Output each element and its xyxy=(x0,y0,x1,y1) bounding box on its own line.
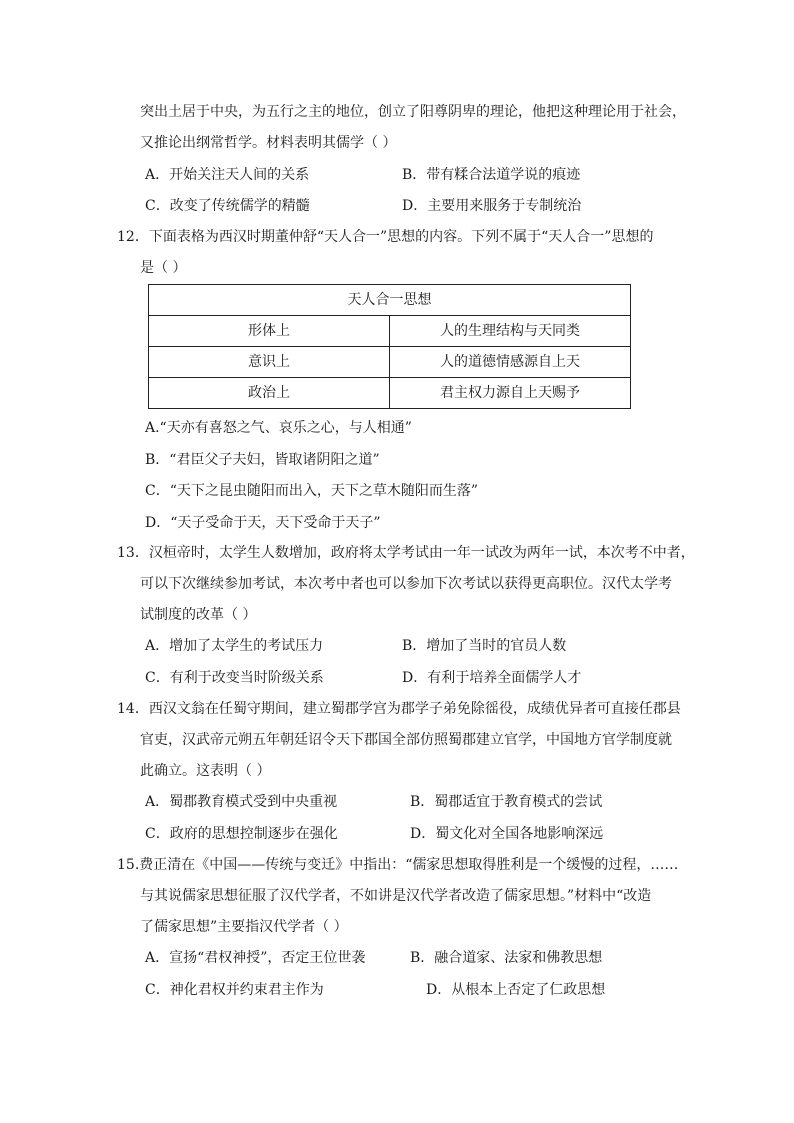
q14-option-d: D．蜀文化对全国各地影响深远 xyxy=(410,826,604,842)
tian-ren-he-yi-table xyxy=(148,284,631,409)
q13-option-d: D．有利于培养全面儒学人才 xyxy=(402,670,582,686)
q12-option-a: A.“天亦有喜怒之气、哀乐之心，与人相通” xyxy=(145,420,412,436)
table-cell-content: 人的道德情感源自上天 xyxy=(390,347,631,378)
q12-option-d: D．“天子受命于天，天下受命于天子” xyxy=(145,515,381,531)
q15-stem-line-2: 与其说儒家思想征服了汉代学者，不如讲是汉代学者改造了儒家思想。”材料中“改造 xyxy=(140,888,652,904)
table-header: 天人合一思想 xyxy=(149,285,631,316)
q13-option-a: A．增加了太学生的考试压力 xyxy=(145,638,324,654)
q13-stem-line-2: 可以下次继续参加考试，本次考中者也可以参加下次考试以获得更高职位。汉代太学考 xyxy=(140,576,672,592)
q12-stem-line-2: 是（ ） xyxy=(140,260,187,276)
table-cell-aspect: 意识上 xyxy=(149,347,390,378)
q12-option-c: C．“天下之昆虫随阳而出入，天下之草木随阳而生落” xyxy=(145,483,479,499)
q15-stem-line-3: 了儒家思想”主要指汉代学者（ ） xyxy=(140,919,348,935)
q11-option-c: C．改变了传统儒学的精髓 xyxy=(145,198,310,214)
q13-stem-line-3: 试制度的改革（ ） xyxy=(140,607,257,623)
q14-stem-line-2: 官吏，汉武帝元朔五年朝廷诏令天下郡国全部仿照蜀郡建立官学，中国地方官学制度就 xyxy=(140,732,672,748)
q11-option-b: B．带有糅合法道学说的痕迹 xyxy=(402,167,581,183)
table-cell-content: 君主权力源自上天赐予 xyxy=(390,378,631,409)
table-cell-aspect: 形体上 xyxy=(149,316,390,347)
table-cell-content: 人的生理结构与天同类 xyxy=(390,316,631,347)
q14-option-a: A．蜀郡教育模式受到中央重视 xyxy=(145,794,338,810)
q11-option-a: A．开始关注天人间的关系 xyxy=(145,167,310,183)
q15-stem-line-1: 15.费正清在《中国——传统与变迁》中指出：“儒家思想取得胜利是一个缓慢的过程，…… xyxy=(117,857,679,873)
table-row xyxy=(149,316,631,347)
q12-stem-line-1: 12．下面表格为西汉时期董仲舒“天人合一”思想的内容。下列不属于“天人合一”思想的 xyxy=(117,229,654,245)
q12-option-b: B．“君臣父子夫妇，皆取诸阴阳之道” xyxy=(145,452,380,468)
q15-option-d: D．从根本上否定了仁政思想 xyxy=(426,982,606,998)
q14-stem-line-3: 此确立。这表明（ ） xyxy=(140,763,271,779)
table-row xyxy=(149,378,631,409)
q14-option-c: C．政府的思想控制逐步在强化 xyxy=(145,826,338,842)
q11-stem-line-2: 又推论出纲常哲学。材料表明其儒学（ ） xyxy=(140,135,397,151)
table-cell-aspect: 政治上 xyxy=(149,378,390,409)
q13-option-c: C．有利于改变当时阶级关系 xyxy=(145,670,324,686)
q13-stem-line-1: 13．汉桓帝时，太学生人数增加，政府将太学考试由一年一试改为两年一试，本次考不中者， xyxy=(117,545,695,561)
q15-option-a: A．宣扬“君权神授”，否定王位世袭 xyxy=(145,950,366,966)
q13-option-b: B．增加了当时的官员人数 xyxy=(402,638,567,654)
q14-option-b: B．蜀郡适宜于教育模式的尝试 xyxy=(410,794,603,810)
q15-option-b: B．融合道家、法家和佛教思想 xyxy=(410,950,603,966)
table-row xyxy=(149,347,631,378)
q11-option-d: D．主要用来服务于专制统治 xyxy=(402,198,582,214)
q11-stem-line-1: 突出土居于中央，为五行之主的地位，创立了阳尊阴卑的理论，他把这种理论用于社会， xyxy=(140,104,686,120)
q15-option-c: C．神化君权并约束君主作为 xyxy=(145,982,324,998)
table-header-row xyxy=(149,285,631,316)
q14-stem-line-1: 14．西汉文翁在任蜀守期间，建立蜀郡学宫为郡学子弟免除徭役，成绩优异者可直接任郡县 xyxy=(117,701,681,717)
